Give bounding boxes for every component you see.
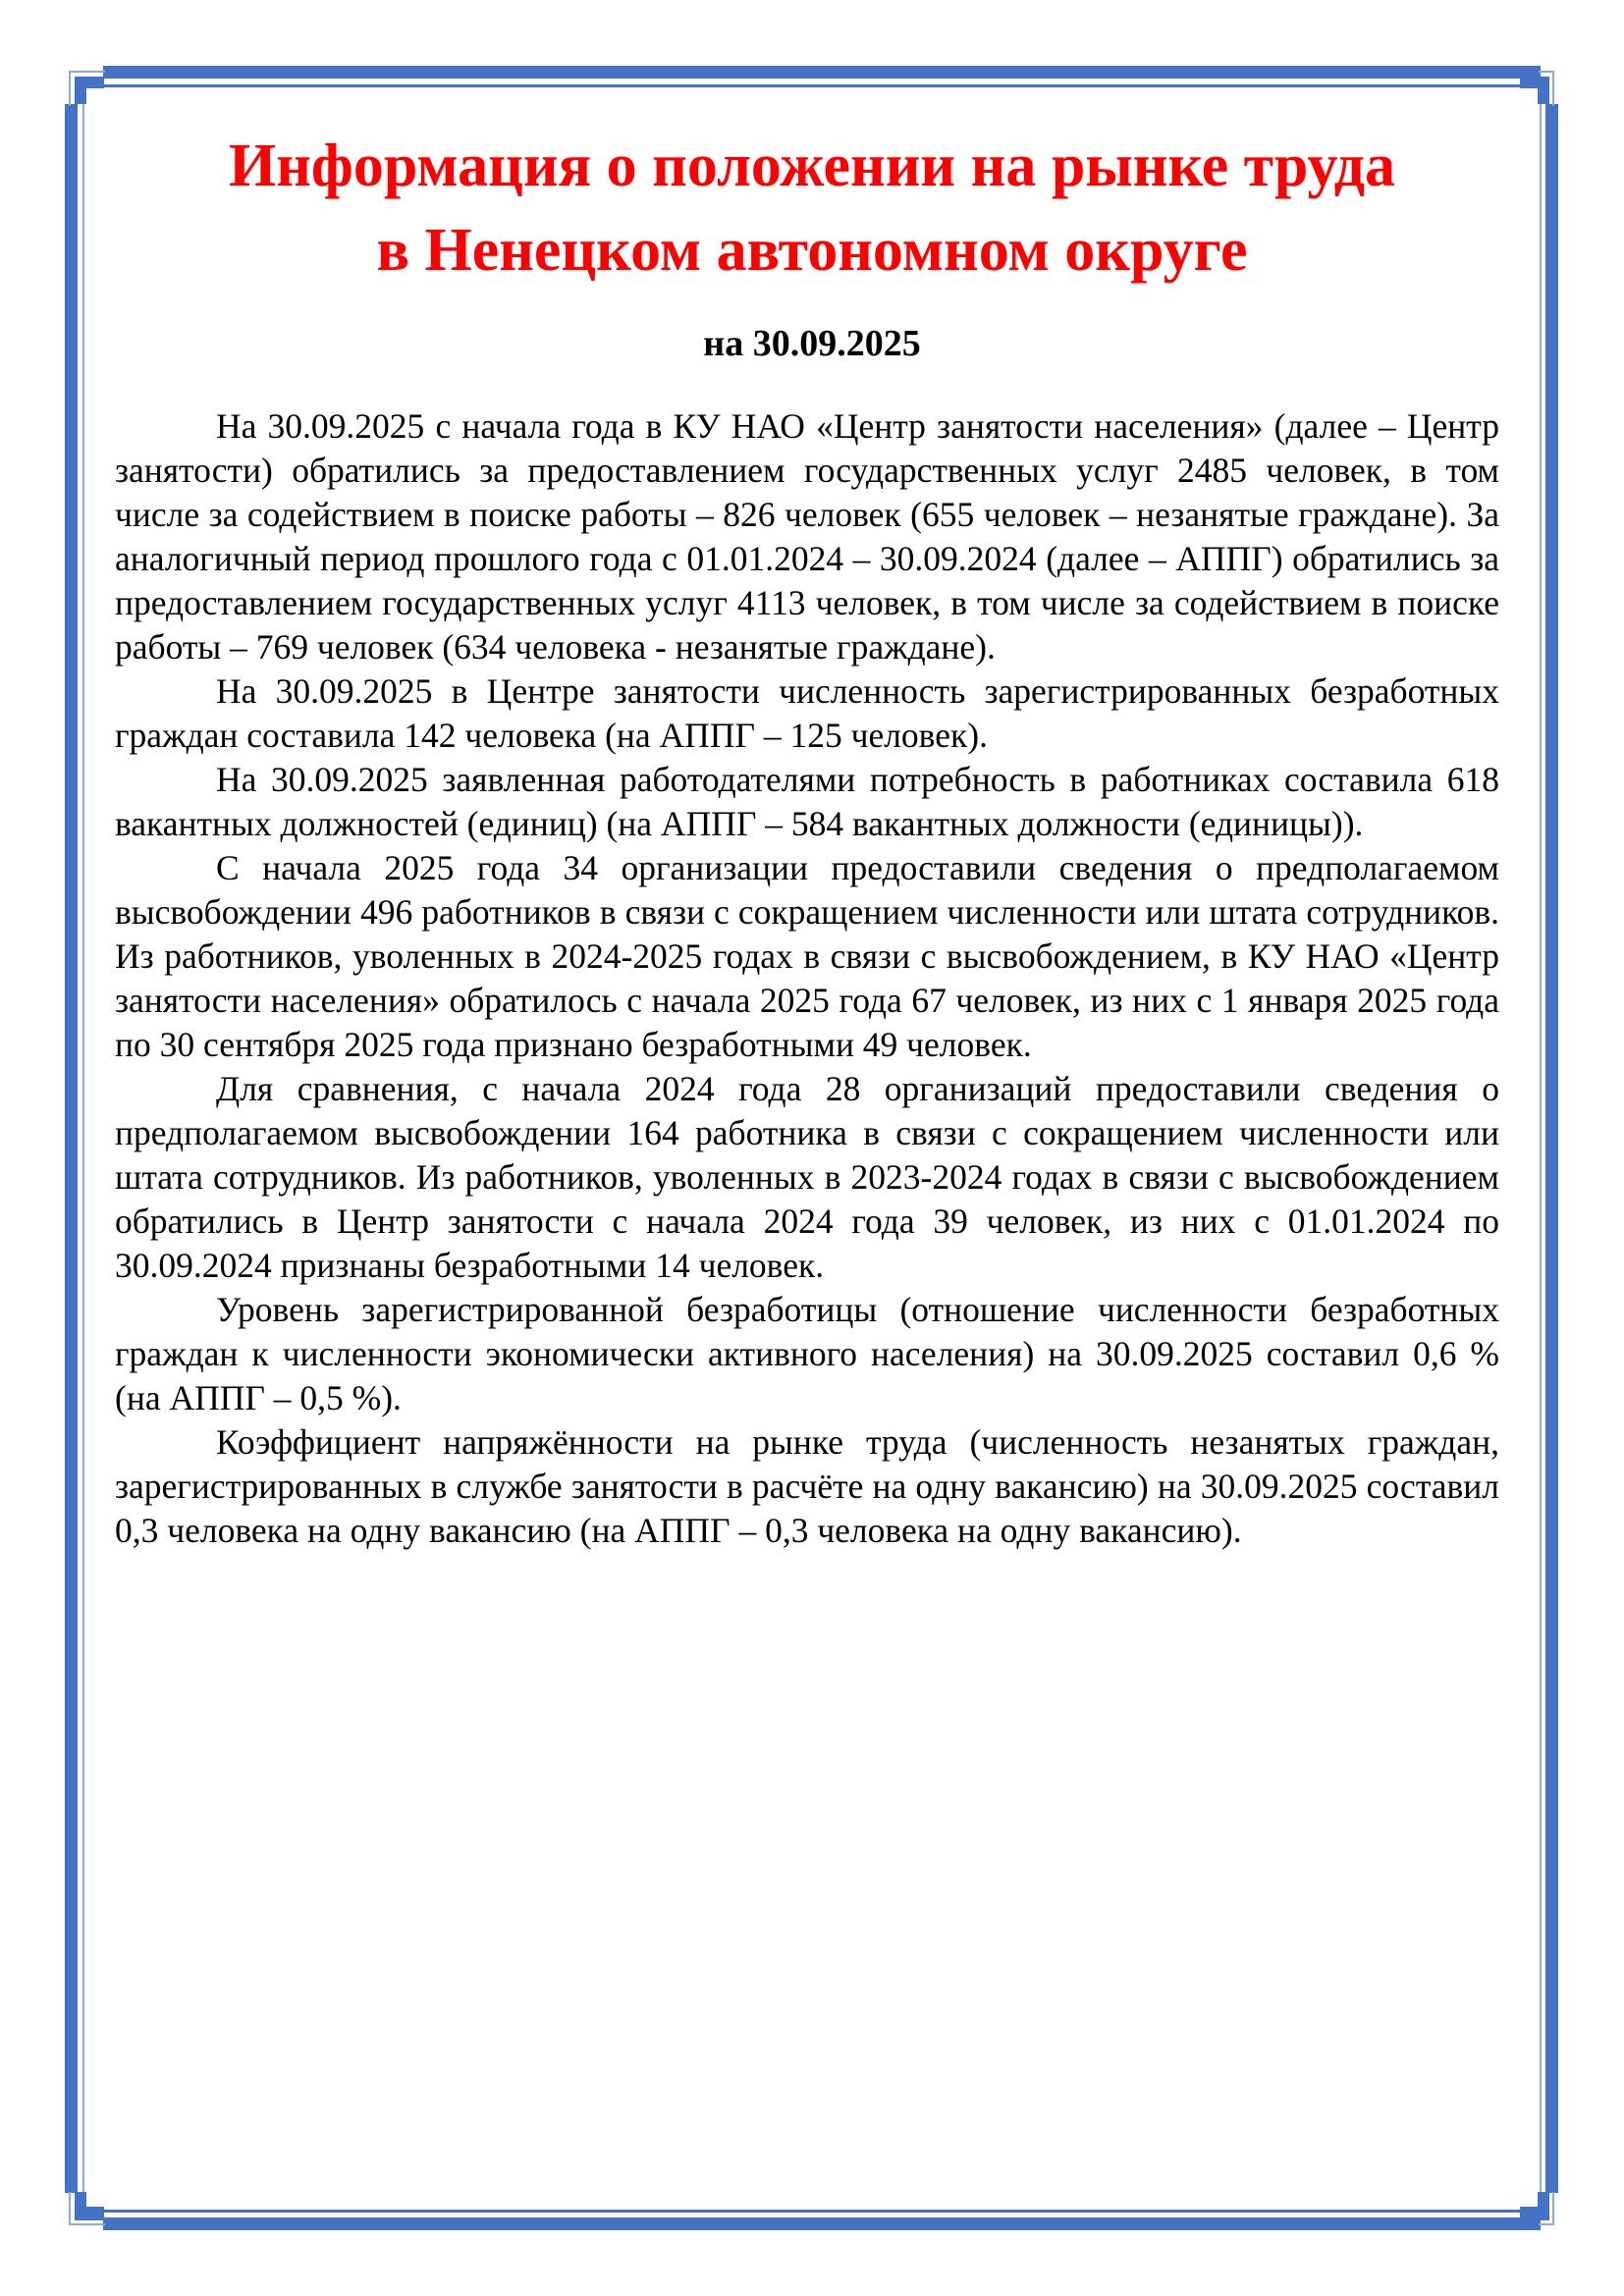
frame-top-thick: [103, 66, 1541, 79]
paragraph-vacancies: На 30.09.2025 заявленная работодателями потребность в работниках составила 618 вакантных должностей (единиц) (на АППГ – 584 вакантных должности (единицы)).: [115, 760, 1499, 843]
frame-bottom-thin: [103, 2210, 1541, 2213]
document-title: [137, 124, 1487, 293]
frame-right-thick: [1545, 104, 1558, 2193]
frame-corner-bottom-left-v: [75, 2192, 86, 2220]
paragraph-layoffs-2025: С начала 2025 года 34 организации предоставили сведения о предполагаемом высвобождении 496 работников в связи с сокращением численности или штата сотрудников. Из работников, уволенных в 2024-2025 годах в связи с высвобождением, в КУ НАО «Центр занятости населения» обратилось с начала 2025 года 67 человек, из них с 1 января 2025 года по 30 сентября 2025 года признано безработными 49 человек.: [115, 848, 1499, 1064]
paragraph-applications: На 30.09.2025 с начала года в КУ НАО «Центр занятости населения» (далее – Центр занятости) обратились за предоставлением государственных услуг 2485 человек, в том числе за содействием в поиске работы – 826 человек (655 человек – незанятые граждане). За аналогичный период прошлого года с 01.01.2024 – 30.09.2024 (далее – АППГ) обратились за предоставлением государственных услуг 4113 человек, в том числе за содействием в поиске работы – 769 человек (634 человека - незанятые граждане).: [115, 406, 1499, 667]
frame-corner-top-left-v: [75, 77, 86, 104]
paragraph-layoffs-2024-comparison: Для сравнения, с начала 2024 года 28 организаций предоставили сведения о предполагаемом высвобождении 164 работника в связи с сокращением численности или штата сотрудников. Из работников, уволенных в 2023-2024 годах в связи с высвобождением обратились в Центр занятости с начала 2024 года 39 человек, из них с 01.01.2024 по 30.09.2024 признаны безработными 14 человек.: [115, 1069, 1499, 1285]
paragraph-registered-unemployed: На 30.09.2025 в Центре занятости численность зарегистрированных безработных граждан составила 142 человека (на АППГ – 125 человек).: [115, 671, 1499, 755]
frame-top-thin: [103, 84, 1541, 87]
title-line-1: Информация о положении на рынке труда: [228, 133, 1396, 199]
frame-bottom-thick: [103, 2217, 1541, 2230]
frame-left-thin: [82, 104, 84, 2193]
frame-corner-top-right-v: [1538, 77, 1549, 104]
document-body: [115, 404, 1499, 1553]
frame-left-thick: [65, 104, 78, 2193]
title-line-2: в Ненецком автономном округе: [376, 217, 1248, 284]
paragraph-tension-coefficient: Коэффициент напряжённости на рынке труда (численность незанятых граждан, зарегистрированных в службе занятости в расчёте на одну вакансию) на 30.09.2025 составил 0,3 человека на одну вакансию (на АППГ – 0,3 человека на одну вакансию).: [115, 1422, 1499, 1550]
frame-corner-bottom-right-v: [1538, 2192, 1549, 2220]
report-date-heading: на 30.09.2025: [703, 323, 921, 364]
frame-right-thin: [1540, 104, 1542, 2193]
paragraph-unemployment-rate: Уровень зарегистрированной безработицы (отношение численности безработных граждан к численности экономически активного населения) на 30.09.2025 составил 0,6 % (на АППГ – 0,5 %).: [115, 1290, 1499, 1417]
